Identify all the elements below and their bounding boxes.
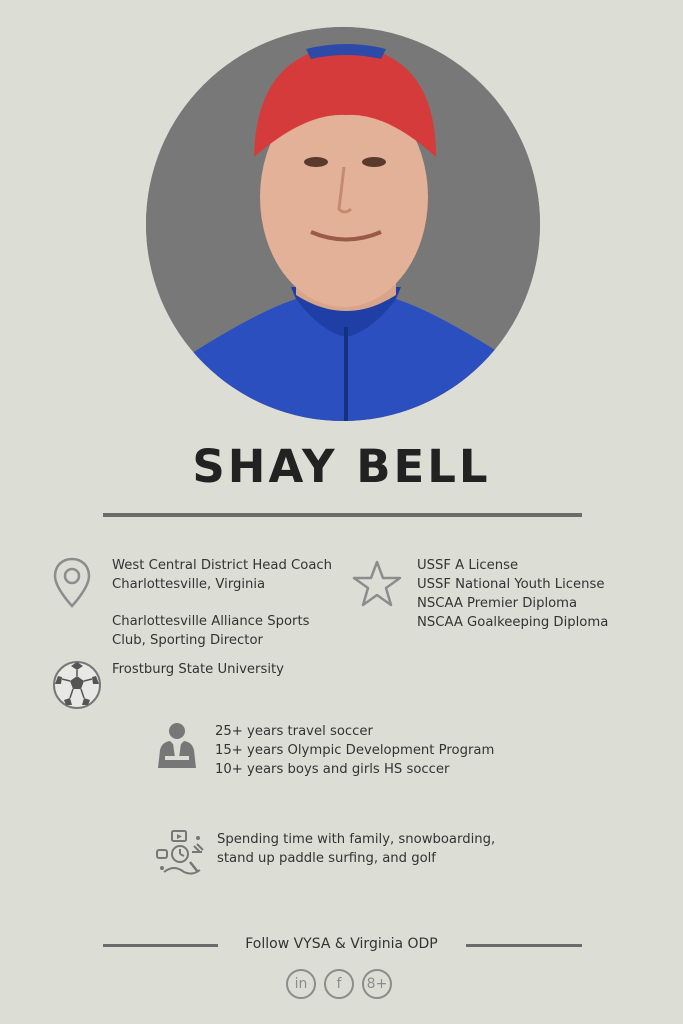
google-plus-icon[interactable]: 8+ — [362, 969, 392, 999]
license-item: NSCAA Goalkeeping Diploma — [417, 615, 609, 630]
experience-item: 10+ years boys and girls HS soccer — [215, 762, 450, 777]
club-line: Club, Sporting Director — [112, 633, 263, 648]
licenses-block — [417, 556, 608, 632]
license-item: NSCAA Premier Diploma — [417, 596, 578, 611]
coach-person-icon — [156, 722, 198, 774]
hobbies-block — [217, 830, 495, 868]
soccer-ball-icon — [52, 660, 102, 714]
profile-name: SHAY BELL — [192, 440, 491, 493]
footer-divider-right — [466, 944, 582, 947]
title-divider — [103, 513, 582, 517]
map-pin-icon — [52, 557, 92, 613]
experience-item: 25+ years travel soccer — [215, 724, 373, 739]
license-item: USSF National Youth License — [417, 577, 605, 592]
education-text: Frostburg State University — [112, 662, 284, 677]
experience-block — [215, 722, 494, 779]
linkedin-icon[interactable]: in — [286, 969, 316, 999]
experience-item: 15+ years Olympic Development Program — [215, 743, 495, 758]
facebook-icon[interactable]: f — [324, 969, 354, 999]
profile-photo — [146, 27, 540, 421]
location-line: Charlottesville, Virginia — [112, 577, 266, 592]
location-line: West Central District Head Coach — [112, 558, 333, 573]
club-block — [112, 612, 310, 650]
hobbies-line: Spending time with family, snowboarding, — [217, 832, 496, 847]
education-block — [112, 660, 284, 679]
follow-text: Follow VYSA & Virginia ODP — [245, 936, 438, 952]
star-icon — [351, 559, 403, 613]
club-line: Charlottesville Alliance Sports — [112, 614, 310, 629]
location-block — [112, 556, 332, 594]
license-item: USSF A License — [417, 558, 519, 573]
hobbies-line: stand up paddle surfing, and golf — [217, 851, 436, 866]
hobbies-icon — [154, 828, 206, 884]
